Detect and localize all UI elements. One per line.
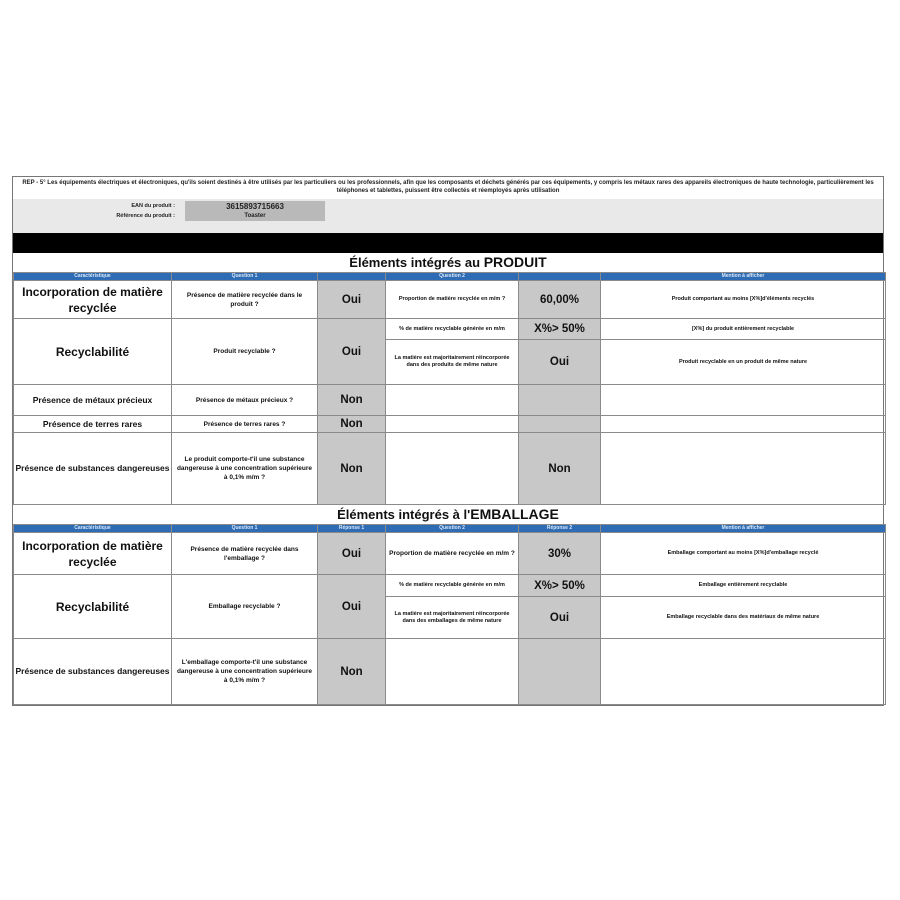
rep-description: REP - 5° Les équipements électriques et électroniques, qu'ils soient destinés à être utilisés par les particuliers ou les professionnels, afin que les composants et déchets générés par ces équipements, y compris les métaux rares des appareils électroniques de haute technologie, particulièrement les téléphones et tablettes, puissent être collectés et réemployés après utilisation: [22, 180, 874, 194]
question-1-cell: Présence de matière recyclée dans l'emballage ?: [172, 533, 318, 575]
question-1-cell: Produit recyclable ?: [172, 319, 318, 385]
header-reponse-2: Réponse 2: [519, 525, 601, 533]
answer-1-cell: Non: [318, 433, 386, 505]
header-caracteristique: Caractéristique: [14, 525, 172, 533]
black-separator: [13, 233, 883, 253]
mention-cell: [601, 385, 886, 416]
header-mention: Mention à afficher: [601, 525, 886, 533]
header-question-1: Question 1: [172, 273, 318, 281]
question-2-cell: [386, 385, 519, 416]
header-caracteristique: Caractéristique: [14, 273, 172, 281]
answer-2-cell: 30%: [519, 533, 601, 575]
question-2-cell: La matière est majoritairement réincorporée dans des emballages de même nature: [386, 597, 519, 639]
header-question-1: Question 1: [172, 525, 318, 533]
mention-cell: [601, 416, 886, 433]
question-1-cell: Présence de métaux précieux ?: [172, 385, 318, 416]
caracteristique-cell: Présence de substances dangereuses: [14, 433, 172, 505]
question-1-cell: L'emballage comporte-t'il une substance dangereuse à une concentration supérieure à 0,1% m/m ?: [172, 639, 318, 705]
mention-cell: [601, 433, 886, 505]
header-question-2: Question 2: [386, 273, 519, 281]
header-question-2: Question 2: [386, 525, 519, 533]
header-mention: Mention à afficher: [601, 273, 886, 281]
table-row: [14, 433, 886, 505]
question-2-cell: La matière est majoritairement réincorporée dans des produits de même nature: [386, 340, 519, 385]
answer-2-cell: X%> 50%: [519, 319, 601, 340]
question-2-cell: Proportion de matière recyclée en m/m ?: [386, 281, 519, 319]
mention-cell: Produit comportant au moins [X%]d'éléments recyclés: [601, 281, 886, 319]
mention-cell: Emballage comportant au moins [X%]d'emballage recyclé: [601, 533, 886, 575]
mention-cell: Emballage entièrement recyclable: [601, 575, 886, 597]
answer-1-cell: Oui: [318, 281, 386, 319]
question-1-cell: Le produit comporte-t'il une substance dangereuse à une concentration supérieure à 0,1% m/m ?: [172, 433, 318, 505]
answer-1-cell: Non: [318, 416, 386, 433]
table-row: [14, 319, 886, 340]
mention-cell: Produit recyclable en un produit de même nature: [601, 340, 886, 385]
question-2-cell: % de matière recyclable générée en m/m: [386, 319, 519, 340]
table-row: [14, 639, 886, 705]
caracteristique-cell: Présence de métaux précieux: [14, 385, 172, 416]
question-1-cell: Emballage recyclable ?: [172, 575, 318, 639]
table-row: [14, 575, 886, 597]
table-row: [14, 533, 886, 575]
table-header-row: [14, 273, 886, 281]
sheet: [12, 176, 884, 706]
question-2-cell: Proportion de matière recyclée en m/m ?: [386, 533, 519, 575]
answer-2-cell: X%> 50%: [519, 575, 601, 597]
caracteristique-cell: Présence de substances dangereuses: [14, 639, 172, 705]
answer-2-cell: [519, 385, 601, 416]
answer-2-cell: Non: [519, 433, 601, 505]
answer-1-cell: Oui: [318, 575, 386, 639]
product-title-prefix: Éléments intégrés au: [349, 255, 484, 270]
question-1-cell: Présence de terres rares ?: [172, 416, 318, 433]
question-2-cell: [386, 433, 519, 505]
question-2-cell: [386, 639, 519, 705]
product-title-main: PRODUIT: [483, 254, 547, 270]
reference-value: Toaster: [185, 212, 325, 221]
question-2-cell: [386, 416, 519, 433]
answer-1-cell: Non: [318, 385, 386, 416]
packaging-title-prefix: Éléments intégrés à l': [337, 507, 471, 522]
answer-2-cell: 60,00%: [519, 281, 601, 319]
table-row: [14, 416, 886, 433]
packaging-table: [13, 524, 886, 705]
ean-value: 3615893715663: [185, 201, 325, 212]
question-1-cell: Présence de matière recyclée dans le produit ?: [172, 281, 318, 319]
reference-label: Référence du produit :: [116, 213, 175, 219]
caracteristique-cell: Recyclabilité: [14, 575, 172, 639]
caracteristique-cell: Incorporation de matière recyclée: [14, 281, 172, 319]
caracteristique-cell: Recyclabilité: [14, 319, 172, 385]
mention-cell: [601, 639, 886, 705]
header-reponse-1: [318, 273, 386, 281]
table-header-row: [14, 525, 886, 533]
product-section-title: [13, 253, 883, 272]
packaging-title-main: EMBALLAGE: [470, 506, 559, 522]
question-2-cell: % de matière recyclable générée en m/m: [386, 575, 519, 597]
header-reponse-1: Réponse 1: [318, 525, 386, 533]
product-table: [13, 272, 886, 505]
product-meta: [13, 199, 883, 233]
mention-cell: Emballage recyclable dans des matériaux de même nature: [601, 597, 886, 639]
caracteristique-cell: Incorporation de matière recyclée: [14, 533, 172, 575]
packaging-section-title: [13, 505, 883, 524]
ean-label: EAN du produit :: [131, 203, 175, 209]
answer-1-cell: Oui: [318, 533, 386, 575]
table-row: [14, 385, 886, 416]
answer-1-cell: Oui: [318, 319, 386, 385]
answer-2-cell: Oui: [519, 340, 601, 385]
answer-2-cell: Oui: [519, 597, 601, 639]
answer-1-cell: Non: [318, 639, 386, 705]
answer-2-cell: [519, 416, 601, 433]
header-reponse-2: [519, 273, 601, 281]
table-row: [14, 281, 886, 319]
caracteristique-cell: Présence de terres rares: [14, 416, 172, 433]
answer-2-cell: [519, 639, 601, 705]
mention-cell: [X%] du produit entièrement recyclable: [601, 319, 886, 340]
